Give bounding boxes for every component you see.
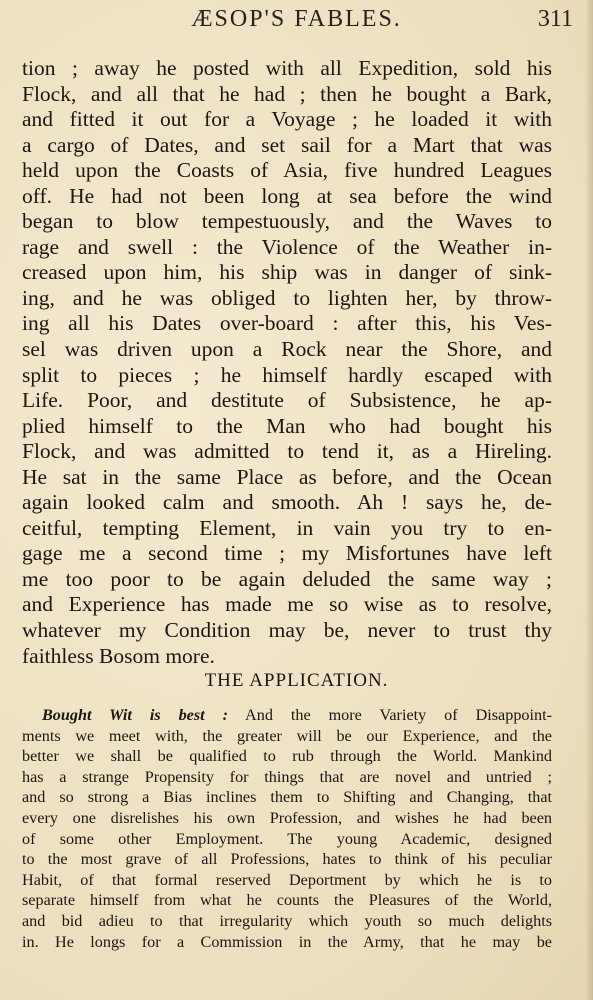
application-label: Bought Wit is best : <box>42 706 228 724</box>
text-line: plied himself to the Man who had bought his <box>22 413 552 438</box>
text-line: a cargo of Dates, and set sail for a Mart that was <box>22 132 552 157</box>
application-line: every one disrelishes his own Profession, and wishes he had been <box>22 808 552 827</box>
application-line: to the most grave of all Professions, hates to think of his peculiar <box>22 850 552 869</box>
text-line: creased upon him, his ship was in danger of sink- <box>22 260 552 285</box>
text-line: ceitful, tempting Element, in vain you try to en- <box>22 515 552 540</box>
application-line: of some other Employment. The young Academic, designed <box>22 829 552 848</box>
application-line: and bid adieu to that irregularity which youth so much delights <box>22 911 552 930</box>
application-line: in. He longs for a Commission in the Army, that he may be <box>22 932 552 951</box>
text-line: whatever my Condition may be, never to trust thy <box>22 618 552 643</box>
application-text <box>22 705 552 952</box>
page-gutter-shadow <box>585 0 593 1000</box>
text-line: Flock, and all that he had ; then he bought a Bark, <box>22 81 552 106</box>
text-line: Life. Poor, and destitute of Subsistence, he ap- <box>22 388 552 413</box>
text-line: held upon the Coasts of Asia, five hundred Leagues <box>22 158 552 183</box>
fable-text <box>22 56 552 669</box>
text-line: ing, and he was obliged to lighten her, by throw- <box>22 285 552 310</box>
application-line: and so strong a Bias inclines them to Shifting and Changing, that <box>22 788 552 807</box>
application-line: Habit, of that formal reserved Deportment by which he is to <box>22 870 552 889</box>
text-line: split to pieces ; he himself hardly escaped with <box>22 362 552 387</box>
page-number: 311 <box>537 6 573 32</box>
running-title: ÆSOP'S FABLES. <box>191 6 402 32</box>
text-line: again looked calm and smooth. Ah ! says he, de- <box>22 490 552 515</box>
text-line: me too poor to be again deluded the same way ; <box>22 566 552 591</box>
text-line: off. He had not been long at sea before the wind <box>22 183 552 208</box>
text-line: and fitted it out for a Voyage ; he loaded it with <box>22 107 552 132</box>
application-line: better we shall be qualified to rub through the World. Mankind <box>22 747 552 766</box>
text-line: ing all his Dates over-board : after this, his Ves- <box>22 311 552 336</box>
text-line: and Experience has made me so wise as to resolve, <box>22 592 552 617</box>
text-line: tion ; away he posted with all Expedition, sold his <box>22 56 552 80</box>
text-line: He sat in the same Place as before, and the Ocean <box>22 464 552 489</box>
application-line: has a strange Propensity for things that are novel and untried ; <box>22 767 552 786</box>
application-line: separate himself from what he counts the Pleasures of the World, <box>22 891 552 910</box>
text-line: rage and swell : the Violence of the Weather in- <box>22 234 552 259</box>
application-first-line-text: And the more Variety of Disappoint- <box>245 706 553 724</box>
text-line: began to blow tempestuously, and the Waves to <box>22 209 552 234</box>
text-line: sel was driven upon a Rock near the Shore, and <box>22 337 552 362</box>
text-line: faithless Bosom more. <box>22 643 215 668</box>
text-line: Flock, and was admitted to tend it, as a Hireling. <box>22 439 552 464</box>
application-line: ments we meet with, the greater will be our Experience, and the <box>22 726 552 745</box>
application-first-line <box>22 705 552 726</box>
page-header <box>0 4 593 34</box>
application-heading: THE APPLICATION. <box>204 670 389 691</box>
text-line: gage me a second time ; my Misfortunes have left <box>22 541 552 566</box>
